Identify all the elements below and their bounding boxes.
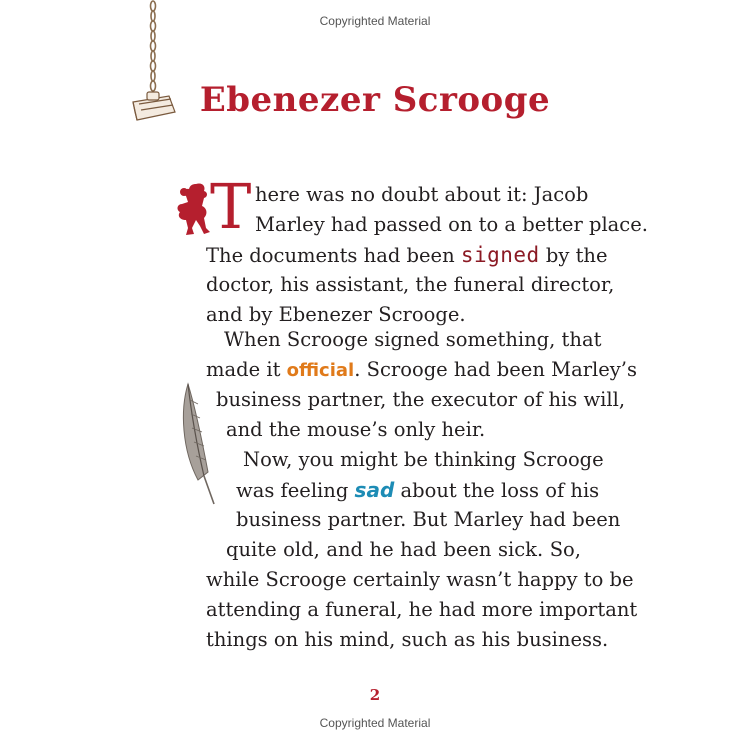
text-line: Marley had passed on to a better place. bbox=[255, 213, 648, 236]
text-line: Now, you might be thinking Scrooge bbox=[243, 448, 604, 471]
text-line: things on his mind, such as his business. bbox=[206, 628, 609, 651]
mouse-silhouette-icon bbox=[174, 180, 214, 238]
text-line: business partner, the executor of his will, bbox=[216, 388, 626, 411]
text-line: doctor, his assistant, the funeral director, bbox=[206, 273, 615, 296]
drop-cap-letter: T bbox=[210, 170, 252, 243]
page-number: 2 bbox=[369, 686, 381, 704]
highlighted-word-signed: signed bbox=[460, 243, 540, 267]
quill-feather-illustration bbox=[178, 380, 224, 510]
text-line: The documents had been signed by the bbox=[206, 243, 608, 267]
text-line: When Scrooge signed something, that bbox=[224, 328, 602, 351]
chapter-title: Ebenezer Scrooge bbox=[199, 80, 551, 120]
text-line: attending a funeral, he had more important bbox=[206, 598, 638, 621]
copyright-notice-top: Copyrighted Material bbox=[319, 14, 431, 28]
copyright-notice-bottom: Copyrighted Material bbox=[319, 716, 431, 730]
highlighted-word-official: official bbox=[286, 360, 355, 381]
text-line: and by Ebenezer Scrooge. bbox=[206, 303, 466, 326]
text-line: was feeling sad about the loss of his bbox=[236, 478, 600, 502]
text-line: made it official. Scrooge had been Marley’s bbox=[206, 358, 638, 381]
text-line: business partner. But Marley had been bbox=[236, 508, 621, 531]
text-line: here was no doubt about it: Jacob bbox=[255, 183, 589, 206]
highlighted-word-sad: sad bbox=[354, 478, 395, 502]
text-line: while Scrooge certainly wasn’t happy to be bbox=[206, 568, 634, 591]
text-line: and the mouse’s only heir. bbox=[226, 418, 486, 441]
text-line: quite old, and he had been sick. So, bbox=[226, 538, 581, 561]
